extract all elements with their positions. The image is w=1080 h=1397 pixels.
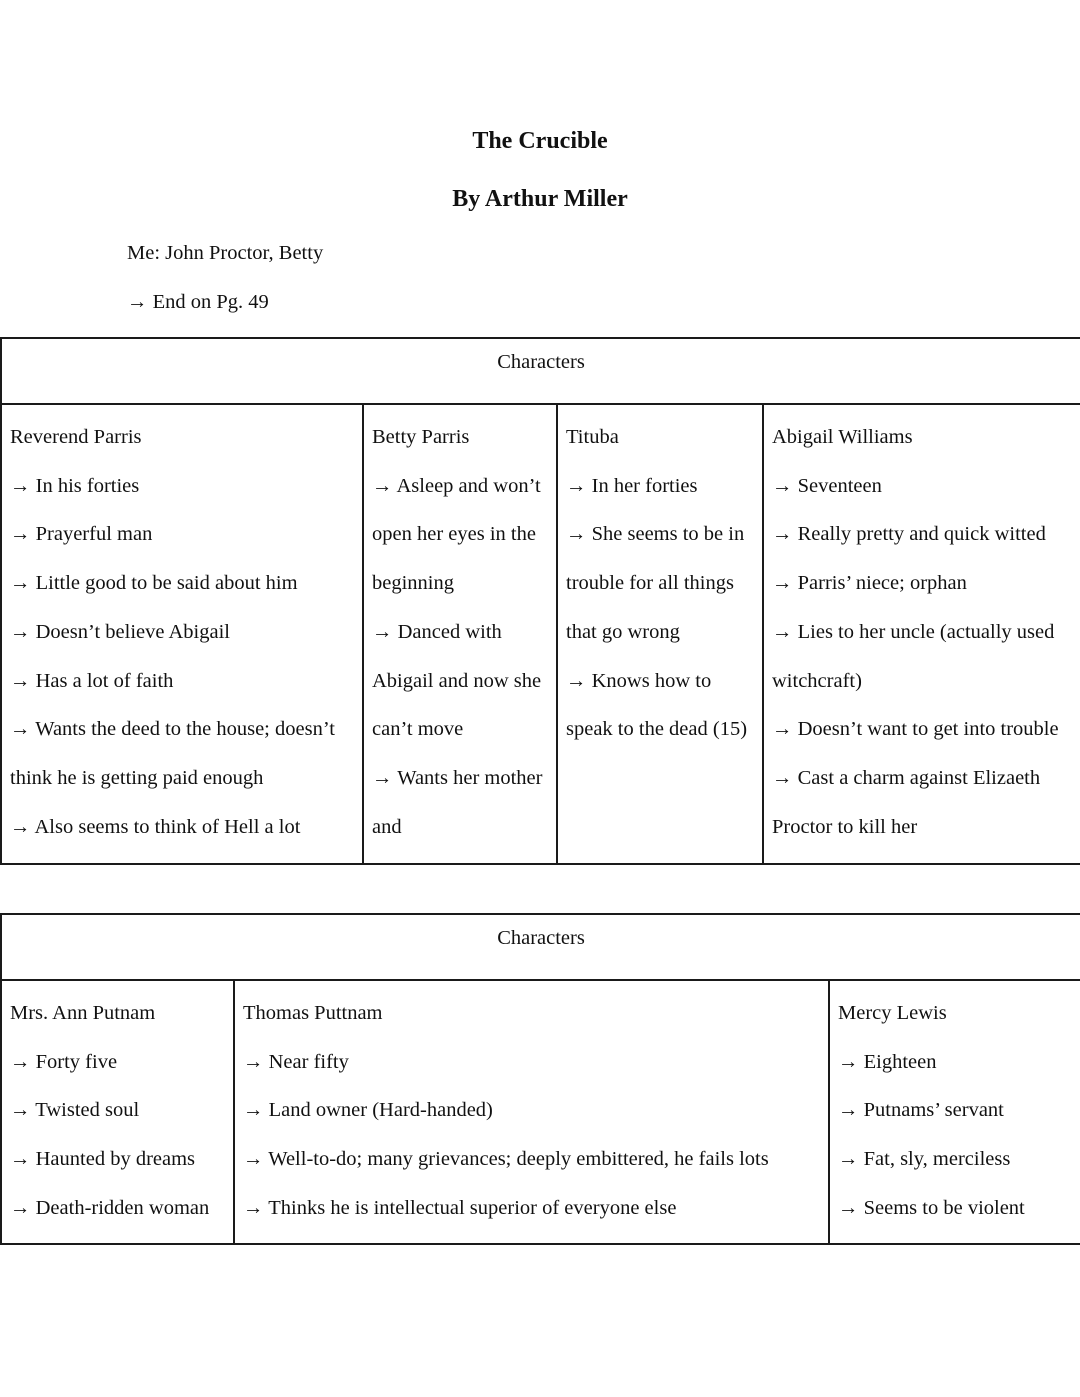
character-cell-betty-parris [363,404,557,864]
character-note: → Twisted soul [10,1099,140,1122]
character-cell-abigail-williams [763,404,1080,864]
character-note: → Forty five [10,1050,118,1073]
character-note: → Cast a charm against Elizaeth Proctor to kill her [772,766,1041,838]
character-note: → In her forties [566,474,698,497]
character-name: Reverend Parris [10,426,142,448]
character-note: → Really pretty and quick witted [772,523,1046,546]
character-note: → Thinks he is intellectual superior of everyone else [243,1196,677,1219]
character-note: → Knows how to speak to the dead (15) [566,669,748,741]
author-line: By Arthur Miller [452,186,628,212]
table-header: Characters [1,914,1080,980]
character-name: Betty Parris [372,426,470,448]
characters-table-1 [0,337,1080,865]
character-note: → Doesn’t believe Abigail [10,620,230,643]
document-title: The Crucible [472,128,608,154]
character-name: Mrs. Ann Putnam [10,1002,156,1024]
character-note: → Little good to be said about him [10,572,298,595]
character-name: Abigail Williams [772,426,913,448]
character-name: Thomas Puttnam [243,1002,383,1024]
character-note: → Seventeen [772,474,882,497]
character-note: → Also seems to think of Hell a lot [10,815,301,838]
character-note: → Eighteen [838,1050,937,1073]
character-note: → She seems to be in trouble for all things that go wrong [566,523,745,643]
character-note: → Land owner (Hard-handed) [243,1099,493,1122]
character-note: → Danced with Abigail and now she can’t move [372,620,542,741]
character-note: → Well-to-do; many grievances; deeply embittered, he fails lots [243,1148,769,1171]
character-note: → Wants the deed to the house; doesn’t think he is getting paid enough [10,718,335,789]
character-note: → Asleep and won’t open her eyes in the beginning [372,474,541,595]
character-name: Mercy Lewis [838,1002,947,1024]
character-name: Tituba [566,426,619,448]
character-cell-mercy-lewis [829,980,1080,1244]
character-cell-reverend-parris [1,404,363,864]
character-note: → Lies to her uncle (actually used witchcraft) [772,620,1055,692]
character-note: → Haunted by dreams [10,1148,196,1171]
character-note: → Near fifty [243,1050,349,1073]
character-note: → Parris’ niece; orphan [772,572,967,595]
character-note: → Putnams’ servant [838,1099,1004,1122]
characters-table-2 [0,913,1080,1245]
note-end-page: → End on Pg. 49 [127,291,269,313]
character-note: → Has a lot of faith [10,669,174,692]
character-note: → Death-ridden woman [10,1196,210,1219]
character-note: → In his forties [10,474,140,497]
character-note: → Prayerful man [10,523,153,546]
character-note: → Seems to be violent [838,1196,1025,1219]
character-note: → Doesn’t want to get into trouble [772,718,1059,741]
character-cell-ann-putnam [1,980,234,1244]
character-cell-thomas-puttnam [234,980,829,1244]
character-cell-tituba [557,404,763,864]
note-assignment: Me: John Proctor, Betty [127,242,324,264]
table-header: Characters [1,338,1080,404]
character-note: → Fat, sly, merciless [838,1148,1011,1171]
character-note: → Wants her mother and [372,766,543,838]
